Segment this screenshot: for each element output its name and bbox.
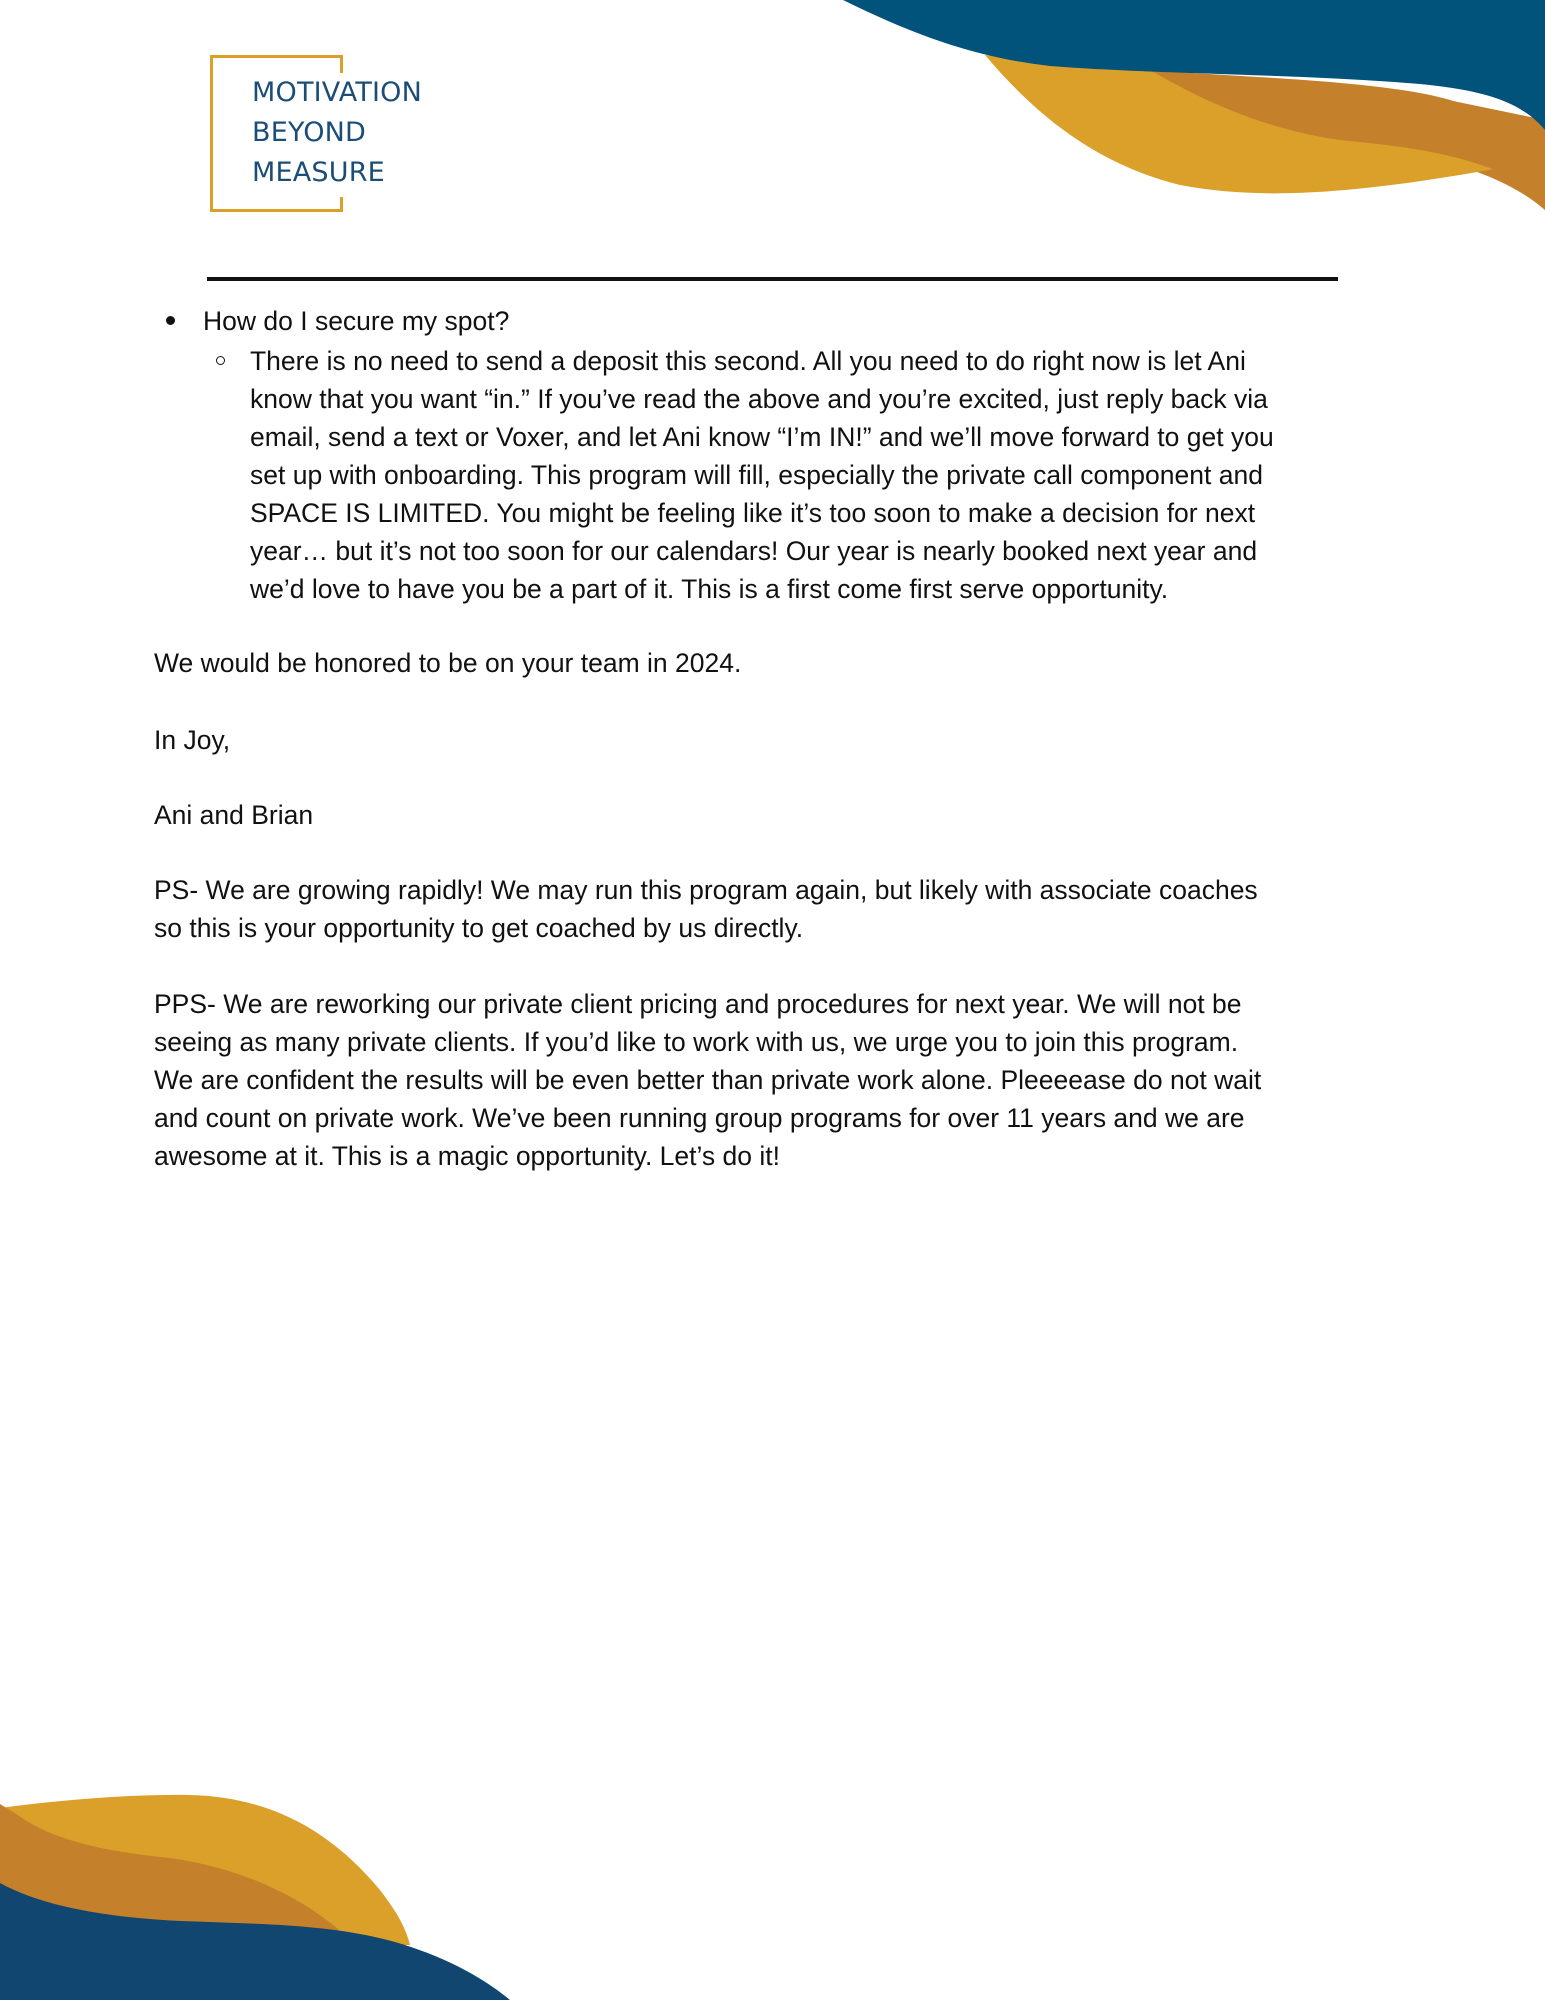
answer-line: set up with onboarding. This program will fill, especially the private call component and [250,460,1263,490]
logo-line-3: MEASURE [252,157,385,188]
pps-line: We are confident the results will be even better than private work alone. Pleeeease do not wait [154,1065,1262,1095]
logo-line-2: BEYOND [252,117,367,148]
signature: Ani and Brian [154,800,314,830]
answer-line: we’d love to have you be a part of it. This is a first come first serve opportunity. [250,574,1169,604]
answer-line: There is no need to send a deposit this second. All you need to do right now is let Ani [250,346,1246,376]
bottom-wave-decoration [0,1760,1545,2000]
pps-line: seeing as many private clients. If you’d like to work with us, we urge you to join this program. [154,1027,1239,1057]
answer-line: SPACE IS LIMITED. You might be feeling like it’s too soon to make a decision for next [250,498,1256,528]
closing-salutation: In Joy, [154,725,231,755]
logo-line-1: MOTIVATION [252,77,423,108]
pps-line: PPS- We are reworking our private client pricing and procedures for next year. We will not be [154,989,1242,1019]
pps-line: and count on private work. We’ve been running group programs for over 11 years and we are [154,1103,1245,1133]
ps-paragraph [154,871,1258,947]
bullet-disc-icon [166,316,175,325]
logo-wordmark [252,73,422,193]
company-logo [210,55,423,212]
pps-paragraph [154,985,1261,1175]
answer-line: email, send a text or Voxer, and let Ani know “I’m IN!” and we’ll move forward to get you [250,422,1274,452]
question-text: How do I secure my spot? [203,306,510,336]
answer-text [250,342,1274,608]
answer-line: know that you want “in.” If you’ve read the above and you’re excited, just reply back via [250,384,1268,414]
answer-line: year… but it’s not too soon for our calendars! Our year is nearly booked next year and [250,536,1258,566]
honored-paragraph: We would be honored to be on your team in 2024. [154,648,742,678]
header-divider [207,277,1338,281]
pps-line: awesome at it. This is a magic opportunity. Let’s do it! [154,1141,780,1171]
ps-line: so this is your opportunity to get coached by us directly. [154,913,804,943]
ps-line: PS- We are growing rapidly! We may run this program again, but likely with associate coaches [154,875,1258,905]
bullet-circle-icon [216,356,225,365]
